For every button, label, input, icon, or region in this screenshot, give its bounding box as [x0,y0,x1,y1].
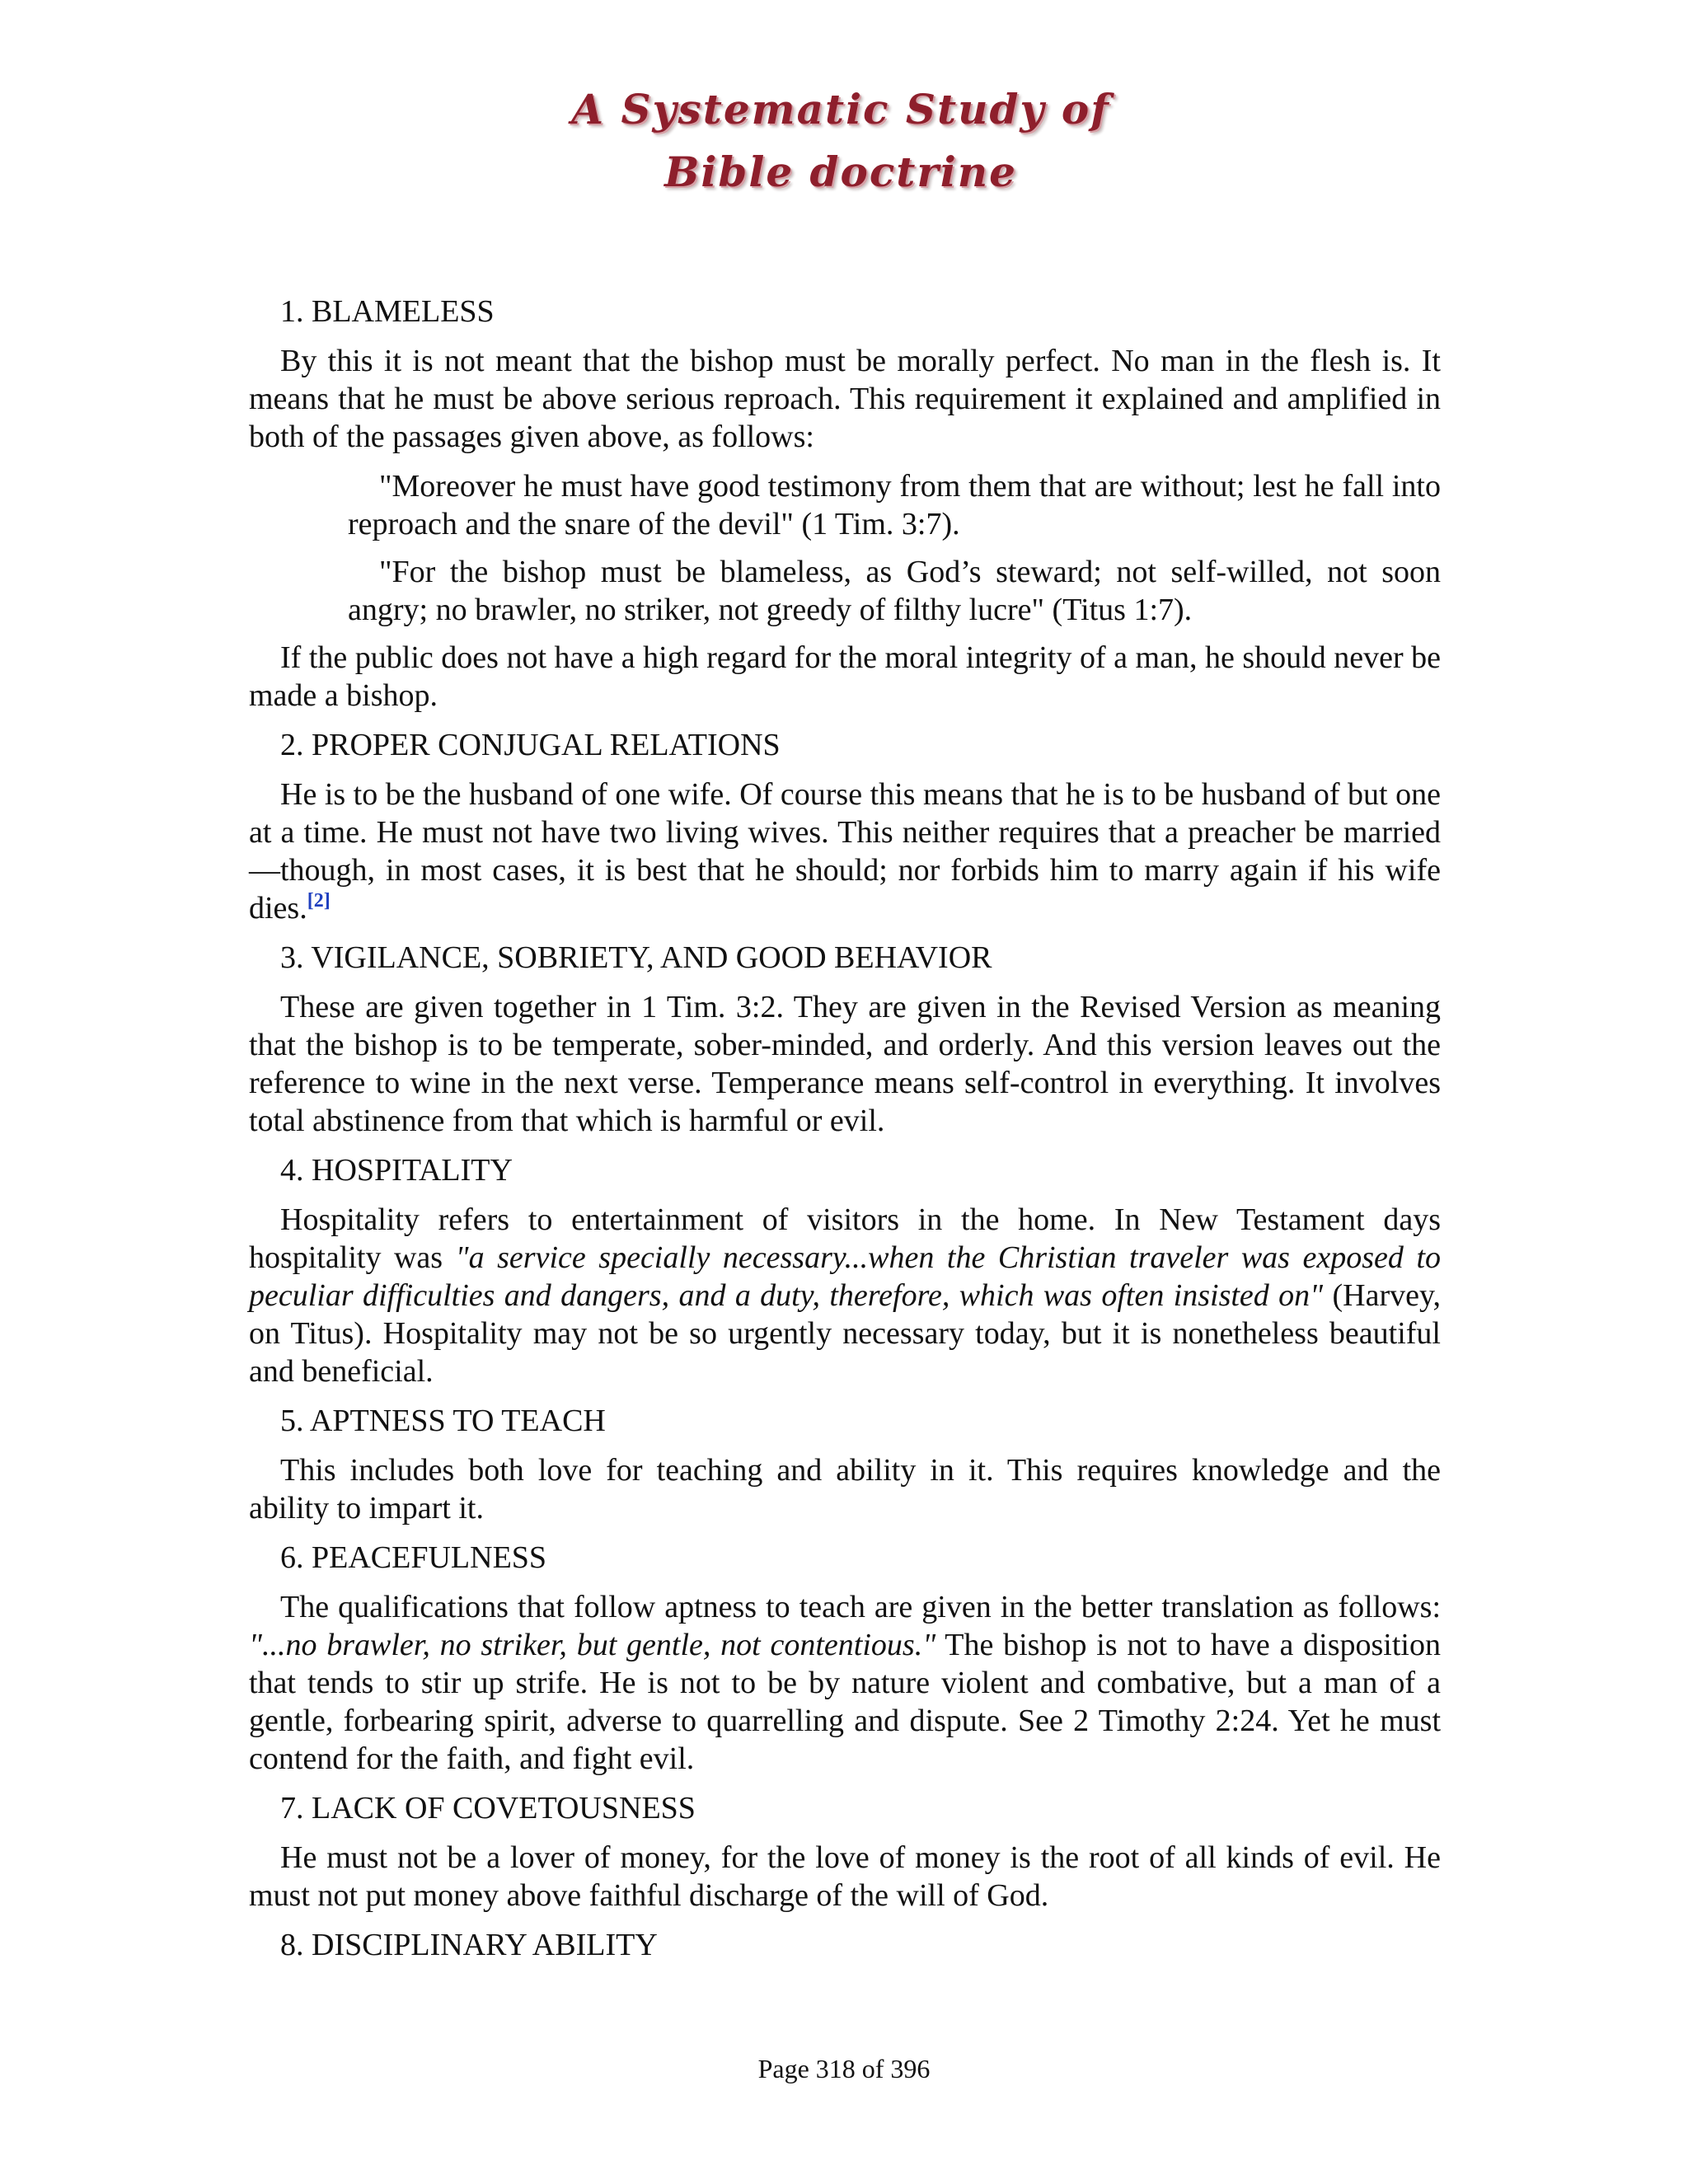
paragraph-peacefulness-end: The bishop is not to have a disposition that tends to stir up strife. He is not to be by nature violent and combative, but a man of a gentle, forbearing spirit, adverse to quarrelling and dispute. See 2 Timothy 2:24. Yet he must contend for the faith, and fight evil. [249,1628,1441,1776]
paragraph-peacefulness [249,1588,1441,1778]
banner-title-line-1: A Systematic Study of [571,85,1110,134]
scripture-quote-titus-1-7: "For the bishop must be blameless, as God’s steward; not self-willed, not soon angry; no brawler, no striker, not greedy of filthy lucre" (Titus 1:7). [348,555,1441,627]
section-heading-hospitality: 4. HOSPITALITY [280,1153,513,1188]
paragraph-blameless-intro: By this it is not meant that the bishop must be morally perfect. No man in the flesh is. It means that he must be above serious reproach. This requirement it explained and amplified in both of the passages given above, as follows: [249,344,1441,454]
section-heading-aptness-to-teach: 5. APTNESS TO TEACH [280,1404,606,1438]
paragraph-conjugal-relations [249,776,1441,927]
page-number: Page 318 of 396 [757,2054,931,2083]
section-heading-conjugal-relations: 2. PROPER CONJUGAL RELATIONS [280,728,781,762]
section-heading-vigilance: 3. VIGILANCE, SOBRIETY, AND GOOD BEHAVIOR [280,940,992,975]
section-heading-covetousness: 7. LACK OF COVETOUSNESS [280,1791,696,1825]
page-content [249,293,1441,1975]
section-heading-disciplinary-ability: 8. DISCIPLINARY ABILITY [280,1928,658,1962]
scripture-quote-1-tim-3-7: "Moreover he must have good testimony from them that are without; lest he fall into reproach and the snare of the devil" (1 Tim. 3:7). [348,469,1441,541]
title-banner [544,78,1137,223]
paragraph-aptness-to-teach: This includes both love for teaching and ability in it. This requires knowledge and the ability to impart it. [249,1453,1441,1526]
paragraph-conjugal-relations-text: He is to be the husband of one wife. Of course this means that he is to be husband of but one at a time. He must not have two living wives. This neither requires that a preacher be married—though, in most cases, it is best that he should; nor forbids him to marry again if his wife dies. [249,777,1441,926]
paragraph-hospitality-start: Hospitality refers to entertainment of visitors in the home. In New Testament days hospitality was [249,1202,1441,1275]
paragraph-vigilance: These are given together in 1 Tim. 3:2. They are given in the Revised Version as meaning that the bishop is to be temperate, sober-minded, and orderly. And this version leaves out the reference to wine in the next verse. Temperance means self-control in everything. It involves total abstinence from that which is harmful or evil. [249,990,1441,1138]
peacefulness-quotation: "...no brawler, no striker, but gentle, not contentious." [249,1628,936,1662]
paragraph-hospitality-end: (Harvey, on Titus). Hospitality may not be so urgently necessary today, but it is nonetheless beautiful and beneficial. [249,1278,1442,1389]
paragraph-covetousness: He must not be a lover of money, for the love of money is the root of all kinds of evil. He must not put money above faithful discharge of the will of God. [249,1840,1441,1913]
section-heading-blameless: 1. BLAMELESS [280,294,495,329]
hospitality-quotation: "a service specially necessary...when the Christian traveler was exposed to peculiar difficulties and dangers, and a duty, therefore, which was often insisted on" [249,1240,1441,1313]
paragraph-peacefulness-start: The qualifications that follow aptness to teach are given in the better translation as follows: [280,1590,1441,1624]
paragraph-blameless-conclusion: If the public does not have a high regard for the moral integrity of a man, he should never be made a bishop. [249,640,1441,713]
paragraph-hospitality [249,1201,1441,1390]
banner-title-line-2: Bible doctrine [664,148,1017,196]
section-heading-peacefulness: 6. PEACEFULNESS [280,1540,547,1575]
footnote-link-2[interactable]: [2] [307,890,331,912]
